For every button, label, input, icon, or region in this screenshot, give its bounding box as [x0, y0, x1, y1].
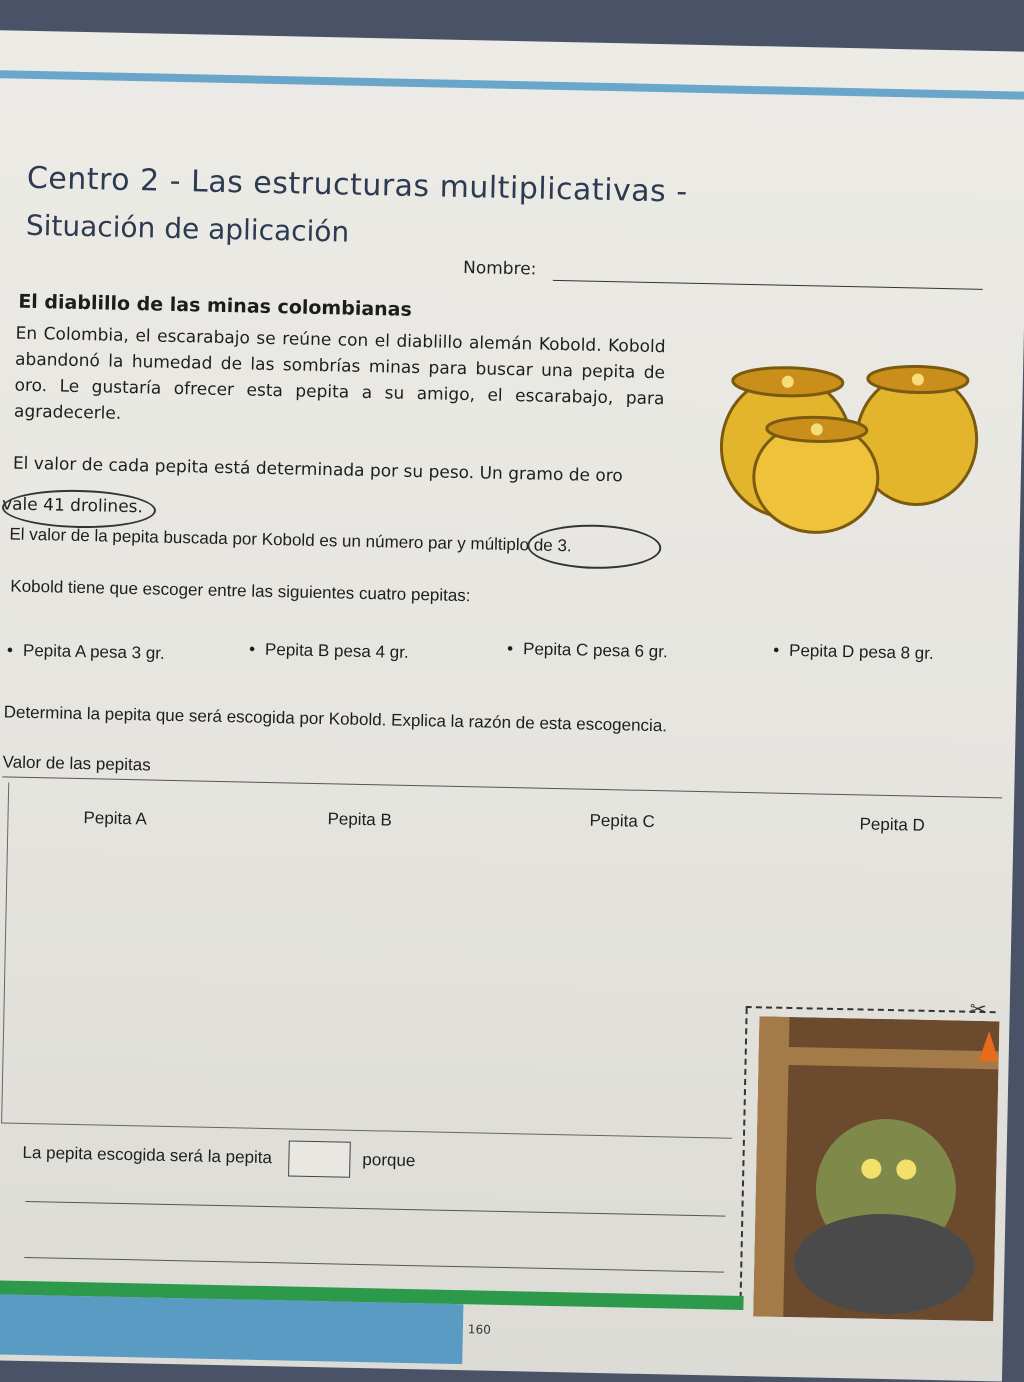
- column-pepita-a: Pepita A: [83, 808, 148, 829]
- page-number: 160: [467, 1322, 491, 1337]
- page-subtitle: Situación de aplicación: [25, 208, 350, 249]
- values-table-label: Valor de las pepitas: [2, 752, 151, 775]
- option-pepita-a: • Pepita A pesa 3 gr.: [7, 640, 165, 663]
- story-paragraph-4: Kobold tiene que escoger entre las siguientes cuatro pepitas:: [10, 576, 471, 606]
- page-title: Centro 2 - Las estructuras multiplicativas -: [26, 160, 688, 210]
- values-work-area[interactable]: [1, 783, 739, 1139]
- footer-blue-band: [0, 1294, 463, 1364]
- column-pepita-d: Pepita D: [859, 814, 925, 835]
- story-paragraph-1: En Colombia, el escarabajo se reúne con el diablillo alemán Kobold. Kobold abandonó la humedad de las sombrías minas para buscar una pepita de oro. Le gustaría ofrecer esta pepita a su amigo, el escarabajo, para agradecerle.: [13, 323, 666, 424]
- kobold-mine-illustration: [753, 1016, 999, 1321]
- gold-pots-illustration: [715, 335, 984, 541]
- option-pepita-d: • Pepita D pesa 8 gr.: [773, 641, 934, 664]
- option-pepita-b: • Pepita B pesa 4 gr.: [249, 640, 409, 663]
- scissors-icon: ✂: [969, 996, 987, 1022]
- worksheet-page: [0, 30, 1024, 1381]
- column-pepita-c: Pepita C: [589, 810, 655, 832]
- pen-circle-mark-multiple: [527, 523, 662, 570]
- top-stripe: [0, 70, 1024, 100]
- answer-suffix: porque: [362, 1150, 416, 1171]
- cut-line-horizontal: [746, 1006, 996, 1013]
- option-pepita-c: • Pepita C pesa 6 gr.: [507, 639, 668, 662]
- name-field-line[interactable]: [553, 280, 983, 290]
- column-pepita-b: Pepita B: [327, 809, 393, 830]
- pen-circle-mark: [2, 488, 157, 529]
- answer-box[interactable]: [288, 1141, 351, 1178]
- story-paragraph-2: El valor de cada pepita está determinada por su peso. Un gramo de oro: [12, 453, 624, 487]
- answer-line-2[interactable]: [24, 1257, 724, 1273]
- question-text: Determina la pepita que será escogida por Kobold. Explica la razón de esta escogencia.: [3, 702, 668, 736]
- answer-prefix: La pepita escogida será la pepita: [22, 1142, 273, 1168]
- name-label: Nombre:: [462, 257, 537, 280]
- story-title: El diablillo de las minas colombianas: [18, 290, 413, 321]
- story-paragraph-3: El valor de la pepita buscada por Kobold es un número par y múltiplo de 3.: [9, 524, 572, 556]
- story-paragraph-2-circled: vale 41 drolines.: [1, 494, 144, 518]
- answer-line-1[interactable]: [25, 1201, 725, 1217]
- cut-line-vertical: [739, 1008, 747, 1308]
